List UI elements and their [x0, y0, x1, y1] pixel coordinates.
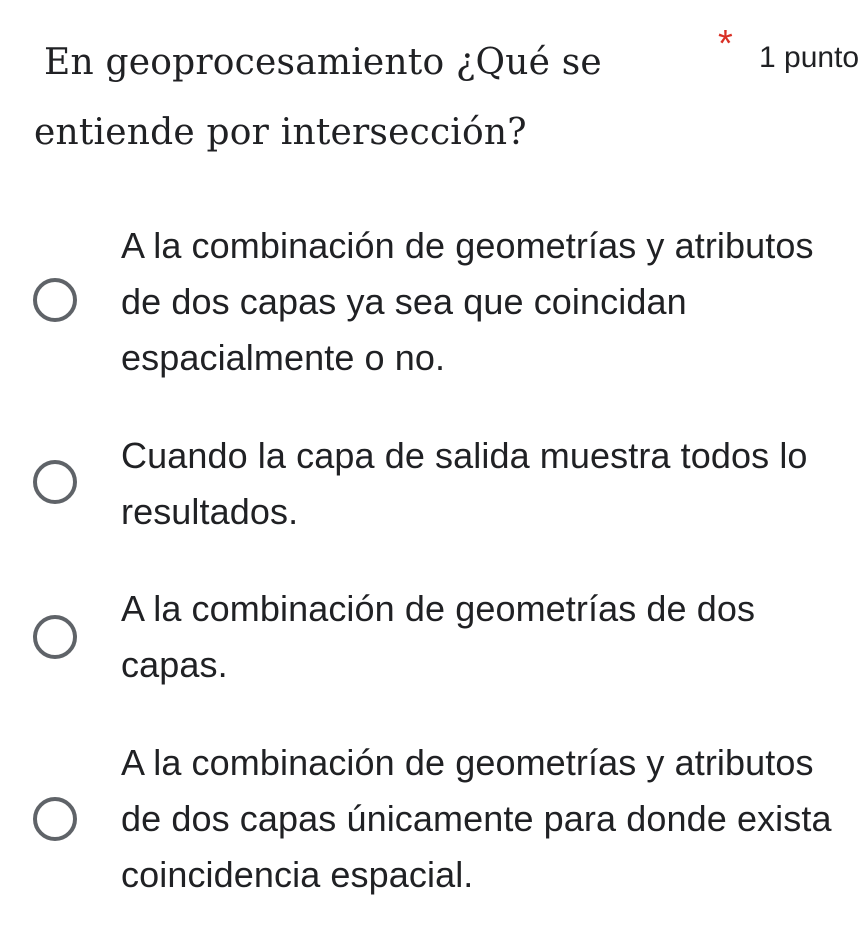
radio-option[interactable]	[0, 581, 861, 696]
radio-option-label[interactable]: Cuando la capa de salida muestra todos lo resultados.	[121, 435, 808, 532]
radio-button-unchecked-icon[interactable]	[33, 278, 77, 322]
radio-option[interactable]	[0, 428, 861, 543]
radio-option[interactable]	[0, 735, 861, 905]
radio-option-label[interactable]: A la combinación de geometrías y atributos de dos capas únicamente para donde exista coincidencia espacial.	[121, 742, 832, 895]
required-asterisk: *	[718, 23, 733, 65]
radio-option-label[interactable]: A la combinación de geometrías de dos capas.	[121, 588, 756, 685]
radio-button-unchecked-icon[interactable]	[33, 797, 77, 841]
question-title: En geoprocesamiento ¿Qué se entiende por intersección?	[34, 42, 602, 153]
radio-option[interactable]	[0, 218, 861, 388]
radio-button-unchecked-icon[interactable]	[33, 615, 77, 659]
points-label: 1 punto	[759, 41, 860, 74]
radio-option-label[interactable]: A la combinación de geometrías y atributos de dos capas ya sea que coincidan espacialmente o no.	[121, 225, 814, 378]
radio-button-unchecked-icon[interactable]	[33, 460, 77, 504]
